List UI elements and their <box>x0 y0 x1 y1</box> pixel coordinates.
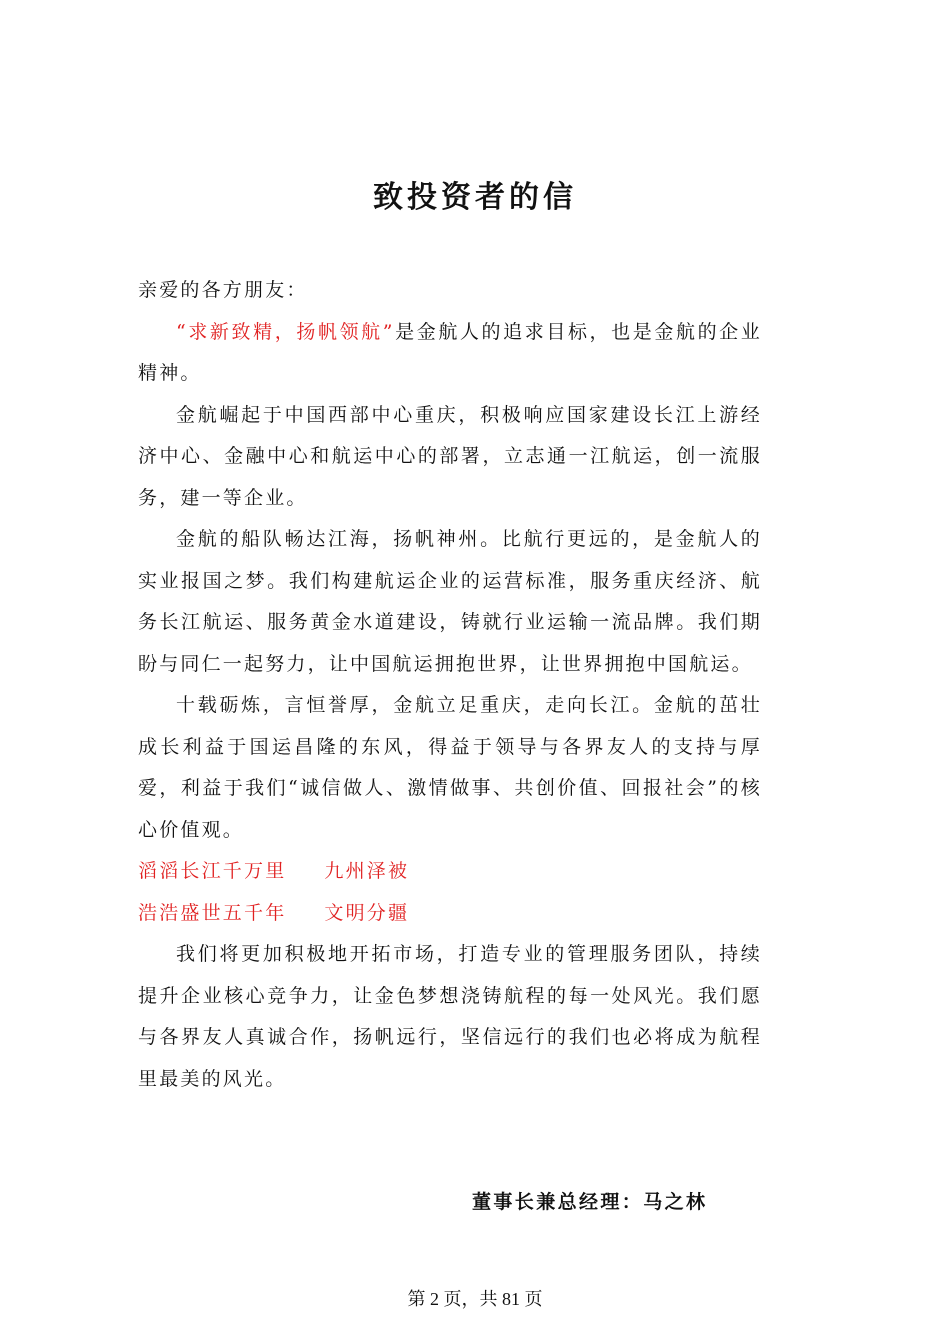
signature: 董事长兼总经理：马之林 <box>472 1191 708 1213</box>
slogan: 求新致精，扬帆领航 <box>187 320 383 343</box>
salutation: 亲爱的各方朋友： <box>138 279 308 301</box>
paragraph-1 <box>138 312 762 395</box>
document-title: 致投资者的信 <box>373 180 577 215</box>
paragraph-1-rest: 是金航人的追求目标，也是金航的企业精神。 <box>138 320 762 384</box>
poem-line-2-left: 浩浩盛世五千年 <box>138 901 287 924</box>
letter-body <box>138 270 762 1100</box>
poem-line-1 <box>138 851 762 893</box>
poem-line-2-right: 文明分疆 <box>324 901 410 924</box>
page-footer: 第 2 页，共 81 页 <box>407 1289 543 1309</box>
quote-open: “ <box>176 320 188 343</box>
poem-line-1-right: 九州泽被 <box>324 860 410 882</box>
quote-close: ” <box>382 320 395 343</box>
poem-line-1-left: 滔滔长江千万里 <box>138 860 287 882</box>
poem-line-2 <box>138 893 762 935</box>
paragraph-5: 我们将更加积极地开拓市场，打造专业的管理服务团队，持续提升企业核心竞争力，让金色梦想浇铸航程的每一处风光。我们愿与各界友人真诚合作，扬帆远行，坚信远行的我们也必将成为航程里最美的风光。 <box>138 943 762 1090</box>
paragraph-4: 十载砺炼，言恒誉厚，金航立足重庆，走向长江。金航的茁壮成长利益于国运昌隆的东风，得益于领导与各界友人的支持与厚爱，利益于我们“诚信做人、激情做事、共创价值、回报社会”的核心价值观。 <box>138 694 762 841</box>
paragraph-2: 金航崛起于中国西部中心重庆，积极响应国家建设长江上游经济中心、金融中心和航运中心的部署，立志通一江航运，创一流服务，建一等企业。 <box>138 403 762 509</box>
paragraph-3: 金航的船队畅达江海，扬帆神州。比航行更远的，是金航人的实业报国之梦。我们构建航运企业的运营标准，服务重庆经济、航务长江航运、服务黄金水道建设，铸就行业运输一流品牌。我们期盼与同仁一起努力，让中国航运拥抱世界，让世界拥抱中国航运。 <box>138 528 762 675</box>
